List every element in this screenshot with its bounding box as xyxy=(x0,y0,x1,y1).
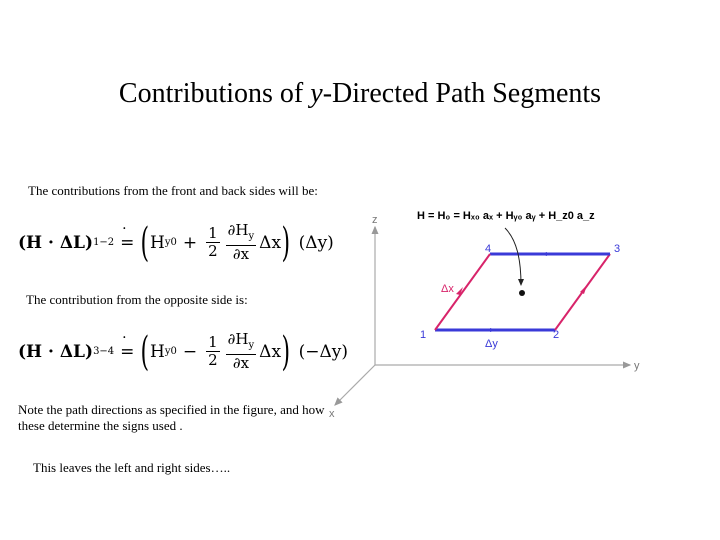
corner-1-label: 1 xyxy=(420,329,427,341)
dy-label: Δy xyxy=(485,338,498,350)
field-formula: H = H₀ = Hₓ₀ aₓ + Hᵧ₀ aᵧ + H_z0 a_z xyxy=(417,210,595,222)
path-figure xyxy=(325,195,655,425)
intro-text: The contributions from the front and back sides will be: xyxy=(28,183,318,198)
closing-text: This leaves the left and right sides….. xyxy=(33,460,231,475)
dx-label: Δx xyxy=(441,283,454,295)
pointer-arrow xyxy=(505,228,521,285)
center-point xyxy=(519,290,525,296)
slide-title: Contributions of y-Directed Path Segments xyxy=(118,78,602,109)
corner-2-label: 2 xyxy=(553,329,560,341)
opposite-side-text: The contribution from the opposite side is: xyxy=(26,292,248,307)
note-text: Note the path directions as specified in the figure, and how these determine the signs used . xyxy=(18,402,325,433)
x-axis xyxy=(335,365,375,405)
corner-4-label: 4 xyxy=(485,243,492,255)
x-axis-label: x xyxy=(329,408,335,420)
corner-3-label: 3 xyxy=(614,243,621,255)
y-axis-label: y xyxy=(634,360,640,372)
equation-front-back: (H · ΔL) 1−2 · = ( H y0 + $\frac{1}{2}$ $\frac{\partial H_y}{\partial x}$ Δx ) (Δy) xyxy=(18,222,334,263)
z-axis-label: z xyxy=(372,214,378,226)
equation-opposite: (H · ΔL) 3−4 · = ( H y0 − $\frac{1}{2}$ $\frac{\partial H_y}{\partial x}$ Δx ) (−Δy) xyxy=(18,331,348,372)
